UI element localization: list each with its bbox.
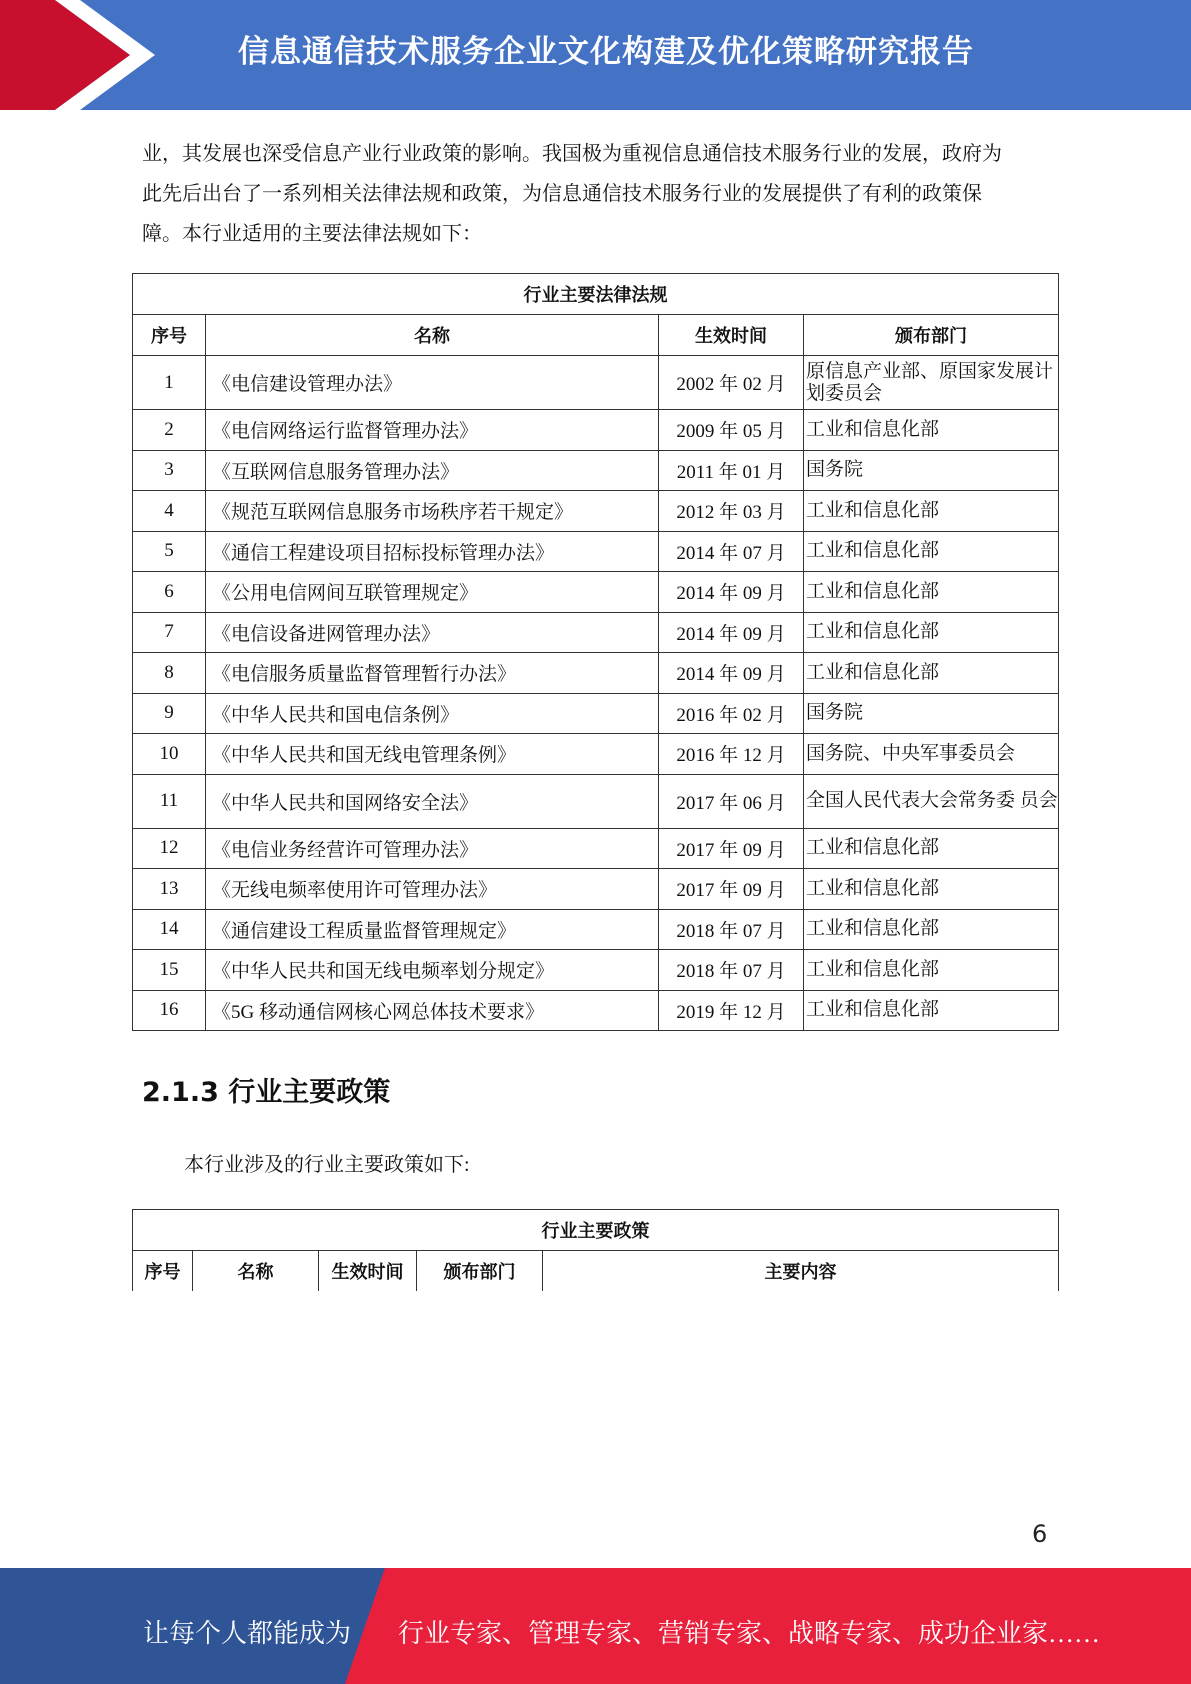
row-number: 14	[133, 909, 206, 950]
row-number: 10	[133, 734, 206, 775]
effective-date: 2014 年 09 月	[659, 612, 804, 653]
law-name: 《通信工程建设项目招标投标管理办法》	[206, 531, 659, 572]
effective-date: 2018 年 07 月	[659, 950, 804, 991]
row-number: 4	[133, 491, 206, 532]
law-name: 《中华人民共和国无线电频率划分规定》	[206, 950, 659, 991]
row-number: 12	[133, 828, 206, 869]
issuing-department: 工业和信息化部	[804, 909, 1059, 950]
law-name: 《电信设备进网管理办法》	[206, 612, 659, 653]
law-name: 《中华人民共和国电信条例》	[206, 693, 659, 734]
row-number: 8	[133, 653, 206, 694]
table-row	[133, 572, 1059, 613]
table-row	[133, 693, 1059, 734]
column-header: 名称	[193, 1251, 319, 1292]
column-header: 名称	[206, 315, 659, 356]
column-header: 生效时间	[319, 1251, 417, 1292]
issuing-department: 工业和信息化部	[804, 828, 1059, 869]
issuing-department: 全国人民代表大会常务委 员会	[804, 774, 1059, 828]
issuing-department: 工业和信息化部	[804, 491, 1059, 532]
table-row	[133, 491, 1059, 532]
column-header: 主要内容	[543, 1251, 1059, 1292]
table-row	[133, 531, 1059, 572]
table-row	[133, 869, 1059, 910]
issuing-department: 工业和信息化部	[804, 612, 1059, 653]
table-row	[133, 356, 1059, 410]
row-number: 6	[133, 572, 206, 613]
law-name: 《规范互联网信息服务市场秩序若干规定》	[206, 491, 659, 532]
page-header	[0, 0, 1191, 110]
intro-line: 业，其发展也深受信息产业行业政策的影响。我国极为重视信息通信技术服务行业的发展，政府为	[142, 143, 1002, 165]
laws-table	[132, 273, 1059, 1031]
effective-date: 2017 年 09 月	[659, 869, 804, 910]
effective-date: 2009 年 05 月	[659, 410, 804, 451]
law-name: 《无线电频率使用许可管理办法》	[206, 869, 659, 910]
table-row	[133, 950, 1059, 991]
effective-date: 2017 年 09 月	[659, 828, 804, 869]
law-name: 《电信建设管理办法》	[206, 356, 659, 410]
row-number: 11	[133, 774, 206, 828]
issuing-department: 工业和信息化部	[804, 531, 1059, 572]
effective-date: 2014 年 07 月	[659, 531, 804, 572]
issuing-department: 国务院、中央军事委员会	[804, 734, 1059, 775]
effective-date: 2016 年 12 月	[659, 734, 804, 775]
issuing-department: 原信息产业部、原国家发展计划委员会	[804, 356, 1059, 410]
table-row	[133, 612, 1059, 653]
row-number: 3	[133, 450, 206, 491]
issuing-department: 国务院	[804, 450, 1059, 491]
law-name: 《电信服务质量监督管理暂行办法》	[206, 653, 659, 694]
table-caption: 行业主要法律法规	[133, 274, 1059, 315]
law-name: 《中华人民共和国网络安全法》	[206, 774, 659, 828]
issuing-department: 工业和信息化部	[804, 950, 1059, 991]
table-row	[133, 828, 1059, 869]
row-number: 5	[133, 531, 206, 572]
effective-date: 2019 年 12 月	[659, 990, 804, 1031]
page-number: 6	[1032, 1520, 1048, 1548]
effective-date: 2011 年 01 月	[659, 450, 804, 491]
issuing-department: 工业和信息化部	[804, 410, 1059, 451]
law-name: 《互联网信息服务管理办法》	[206, 450, 659, 491]
effective-date: 2012 年 03 月	[659, 491, 804, 532]
law-name: 《通信建设工程质量监督管理规定》	[206, 909, 659, 950]
effective-date: 2016 年 02 月	[659, 693, 804, 734]
law-name: 《5G 移动通信网核心网总体技术要求》	[206, 990, 659, 1031]
row-number: 7	[133, 612, 206, 653]
intro-line: 此先后出台了一系列相关法律法规和政策，为信息通信技术服务行业的发展提供了有利的政策保	[142, 183, 982, 205]
page-footer	[0, 1568, 1191, 1684]
effective-date: 2018 年 07 月	[659, 909, 804, 950]
row-number: 2	[133, 410, 206, 451]
table-row	[133, 990, 1059, 1031]
effective-date: 2002 年 02 月	[659, 356, 804, 410]
table-row	[133, 450, 1059, 491]
report-title: 信息通信技术服务企业文化构建及优化策略研究报告	[238, 34, 974, 70]
issuing-department: 工业和信息化部	[804, 990, 1059, 1031]
table-header-row	[133, 1251, 1059, 1292]
effective-date: 2017 年 06 月	[659, 774, 804, 828]
issuing-department: 工业和信息化部	[804, 572, 1059, 613]
footer-slogan-left: 让每个人都能成为	[143, 1619, 352, 1648]
policy-table	[132, 1209, 1059, 1291]
effective-date: 2014 年 09 月	[659, 572, 804, 613]
table-row	[133, 774, 1059, 828]
table-caption: 行业主要政策	[133, 1210, 1059, 1251]
section-intro: 本行业涉及的行业主要政策如下:	[184, 1154, 470, 1176]
law-name: 《电信业务经营许可管理办法》	[206, 828, 659, 869]
row-number: 1	[133, 356, 206, 410]
issuing-department: 国务院	[804, 693, 1059, 734]
intro-line: 障。本行业适用的主要法律法规如下：	[142, 223, 482, 245]
section-heading: 2.1.3 行业主要政策	[142, 1077, 391, 1108]
table-row	[133, 653, 1059, 694]
issuing-department: 工业和信息化部	[804, 653, 1059, 694]
row-number: 15	[133, 950, 206, 991]
row-number: 13	[133, 869, 206, 910]
row-number: 16	[133, 990, 206, 1031]
issuing-department: 工业和信息化部	[804, 869, 1059, 910]
footer-slogan-right: 行业专家、管理专家、营销专家、战略专家、成功企业家……	[398, 1619, 1101, 1648]
law-name: 《中华人民共和国无线电管理条例》	[206, 734, 659, 775]
column-header: 生效时间	[659, 315, 804, 356]
intro-paragraph	[142, 134, 1052, 254]
column-header: 序号	[133, 1251, 193, 1292]
table-row	[133, 410, 1059, 451]
column-header: 颁布部门	[417, 1251, 543, 1292]
table-header-row	[133, 315, 1059, 356]
law-name: 《电信网络运行监督管理办法》	[206, 410, 659, 451]
table-row	[133, 909, 1059, 950]
table-row	[133, 734, 1059, 775]
column-header: 颁布部门	[804, 315, 1059, 356]
law-name: 《公用电信网间互联管理规定》	[206, 572, 659, 613]
column-header: 序号	[133, 315, 206, 356]
effective-date: 2014 年 09 月	[659, 653, 804, 694]
row-number: 9	[133, 693, 206, 734]
